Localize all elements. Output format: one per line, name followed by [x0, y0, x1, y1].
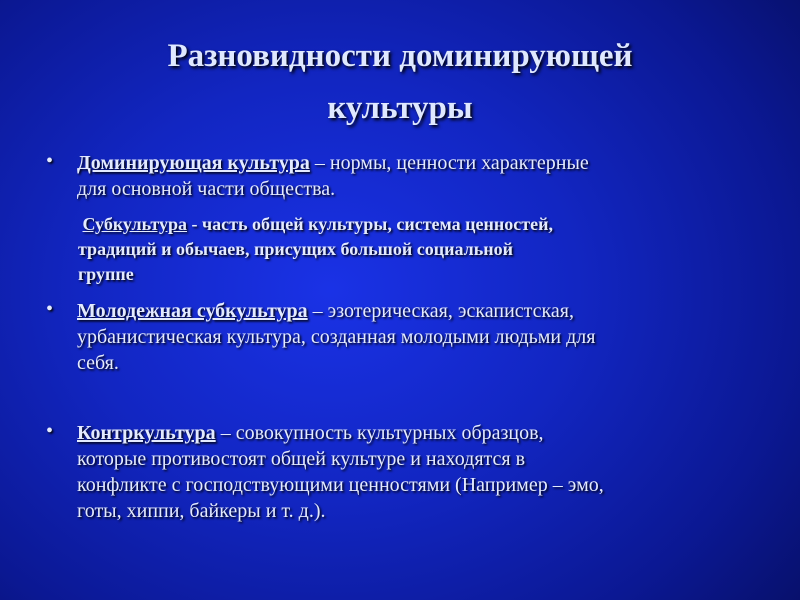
bullet-glyph-1: • [46, 150, 54, 172]
term-counterculture: Контркультура [77, 422, 216, 444]
definition-line: – эзотерическая, эскапистская, [307, 300, 575, 322]
definition-line: себя. [77, 352, 119, 374]
definition-line: урбанистическая культура, созданная молодыми людьми для [77, 326, 596, 348]
definition-line: которые противостоят общей культуре и находятся в [77, 448, 526, 470]
definition-line: для основной части общества. [77, 178, 336, 200]
slide-title [0, 30, 800, 134]
list-item-counterculture [77, 420, 767, 524]
title-line-2: культуры [327, 90, 473, 126]
title-line-1: Разновидности доминирующей [167, 38, 633, 74]
definition-line: готы, хиппи, байкеры и т. д.). [77, 500, 326, 522]
definition-line: – совокупность культурных образцов, [215, 422, 544, 444]
definition-line: группе [78, 264, 134, 284]
bullet-glyph-3: • [46, 420, 54, 442]
term-subculture: Субкультура [82, 214, 188, 234]
term-youth-subculture: Молодежная субкультура [77, 300, 308, 322]
term-dominant-culture: Доминирующая культура [77, 152, 310, 174]
definition-line: – нормы, ценности характерные [309, 152, 589, 174]
list-item-youth-subculture [77, 298, 767, 376]
bullet-glyph-2: • [46, 298, 54, 320]
definition-line: традиций и обычаев, присущих большой социальной [78, 239, 513, 259]
list-item-dominant-culture [77, 150, 767, 202]
list-item-subculture [78, 212, 768, 287]
definition-line: конфликте с господствующими ценностями (Например – эмо, [77, 474, 604, 496]
definition-line: - часть общей культуры, система ценностей, [187, 214, 553, 234]
